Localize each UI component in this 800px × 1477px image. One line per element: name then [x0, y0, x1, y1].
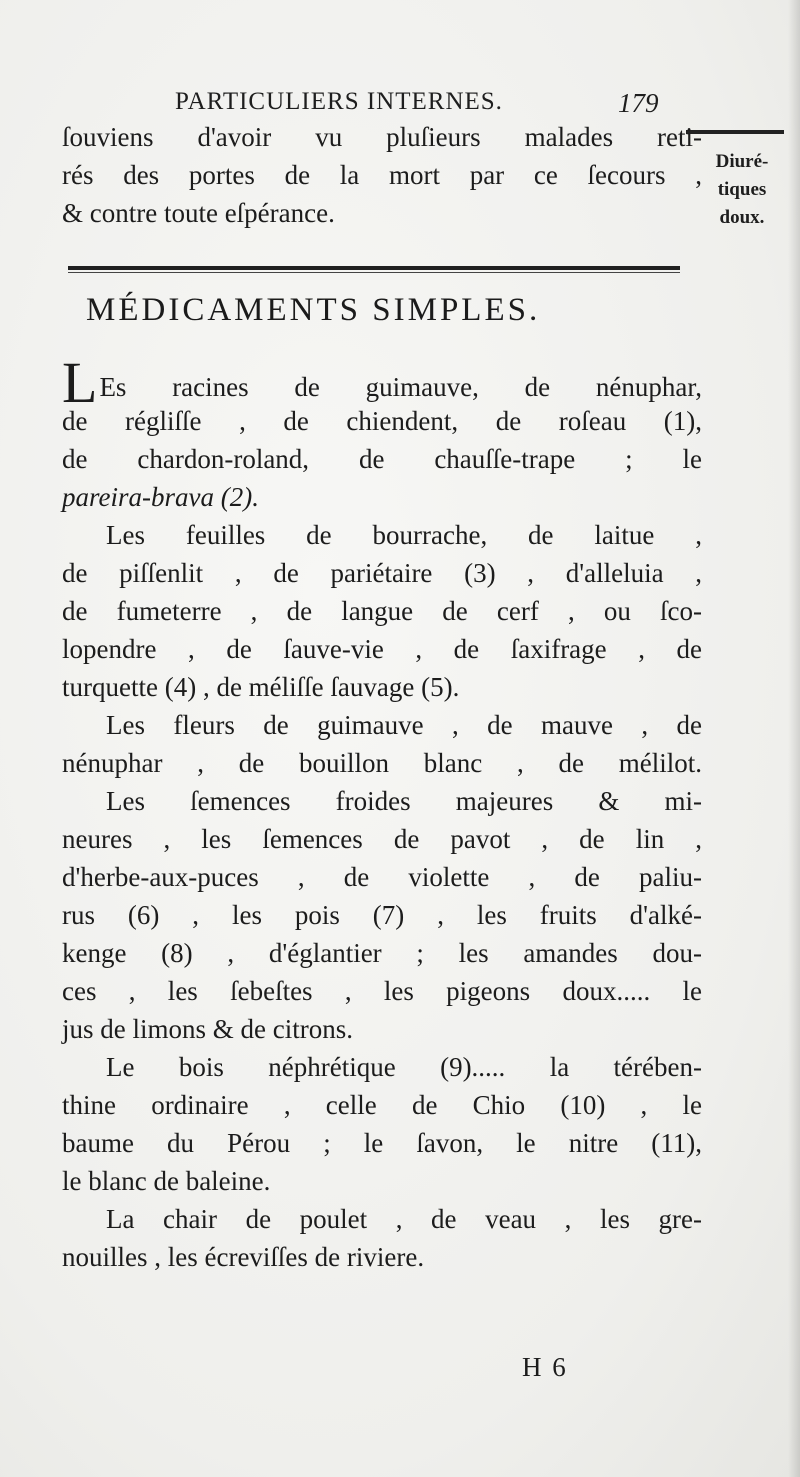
- text-line: pareira-brava (2).: [62, 482, 259, 512]
- margin-note-line: tiques: [717, 179, 767, 200]
- text-line: Les feuilles de bourrache, de laitue ,: [106, 520, 702, 550]
- text-line: d'herbe-aux-puces , de violette , de paliu-: [62, 862, 702, 892]
- first-line: [62, 350, 702, 415]
- text-line: nouilles , les écreviſſes de riviere.: [62, 1242, 425, 1272]
- text-line: thine ordinaire , celle de Chio (10) , le: [62, 1090, 702, 1120]
- scan-edge-shadow: [788, 0, 800, 1477]
- margin-note: [690, 148, 794, 232]
- text-line: La chair de poulet , de veau , les gre-: [106, 1204, 702, 1234]
- text-line: nénuphar , de bouillon blanc , de mélilot.: [62, 748, 702, 778]
- text-line: de fumeterre , de langue de cerf , ou ſco-: [62, 596, 702, 626]
- text-line: ſouviens d'avoir vu pluſieurs malades reti-: [62, 122, 702, 152]
- first-line-text: Es racines de guimauve, de nénuphar,: [99, 372, 702, 402]
- text-line: & contre toute eſpérance.: [62, 198, 335, 228]
- text-line: de piſſenlit , de pariétaire (3) , d'alleluia ,: [62, 558, 702, 588]
- top-paragraph: [62, 118, 702, 232]
- margin-note-line: Diuré-: [715, 151, 769, 172]
- margin-note-line: doux.: [719, 207, 765, 228]
- text-line: jus de limons & de citrons.: [62, 1014, 353, 1044]
- section-rule: [68, 266, 680, 270]
- page-number: 179: [618, 88, 659, 118]
- text-line: baume du Pérou ; le ſavon, le nitre (11),: [62, 1128, 702, 1158]
- drop-cap: L: [62, 350, 98, 415]
- text-line: kenge (8) , d'églantier ; les amandes dou-: [62, 938, 702, 968]
- text-line: de chardon-roland, de chauſſe-trape ; le: [62, 444, 702, 474]
- text-line: le blanc de baleine.: [62, 1166, 271, 1196]
- text-line: de régliſſe , de chiendent, de roſeau (1),: [62, 406, 702, 436]
- text-line: Le bois néphrétique (9)..... la térében-: [106, 1052, 702, 1082]
- text-line: rés des portes de la mort par ce ſecours ,: [62, 160, 702, 190]
- text-line: turquette (4) , de méliſſe ſauvage (5).: [62, 672, 460, 702]
- text-line: ces , les ſebeſtes , les pigeons doux..... le: [62, 976, 702, 1006]
- text-line: Les fleurs de guimauve , de mauve , de: [106, 710, 702, 740]
- text-line: rus (6) , les pois (7) , les fruits d'alké-: [62, 900, 702, 930]
- text-line: lopendre , de ſauve-vie , de ſaxifrage , de: [62, 634, 702, 664]
- section-heading: MÉDICAMENTS SIMPLES.: [86, 292, 541, 328]
- running-title: PARTICULIERS INTERNES.: [175, 88, 503, 115]
- signature-mark: H 6: [522, 1352, 568, 1382]
- section-rule-thin: [68, 272, 680, 273]
- body-text: [62, 350, 702, 1276]
- text-line: Les ſemences froides majeures & mi-: [106, 786, 702, 816]
- text-line: neures , les ſemences de pavot , de lin ,: [62, 824, 702, 854]
